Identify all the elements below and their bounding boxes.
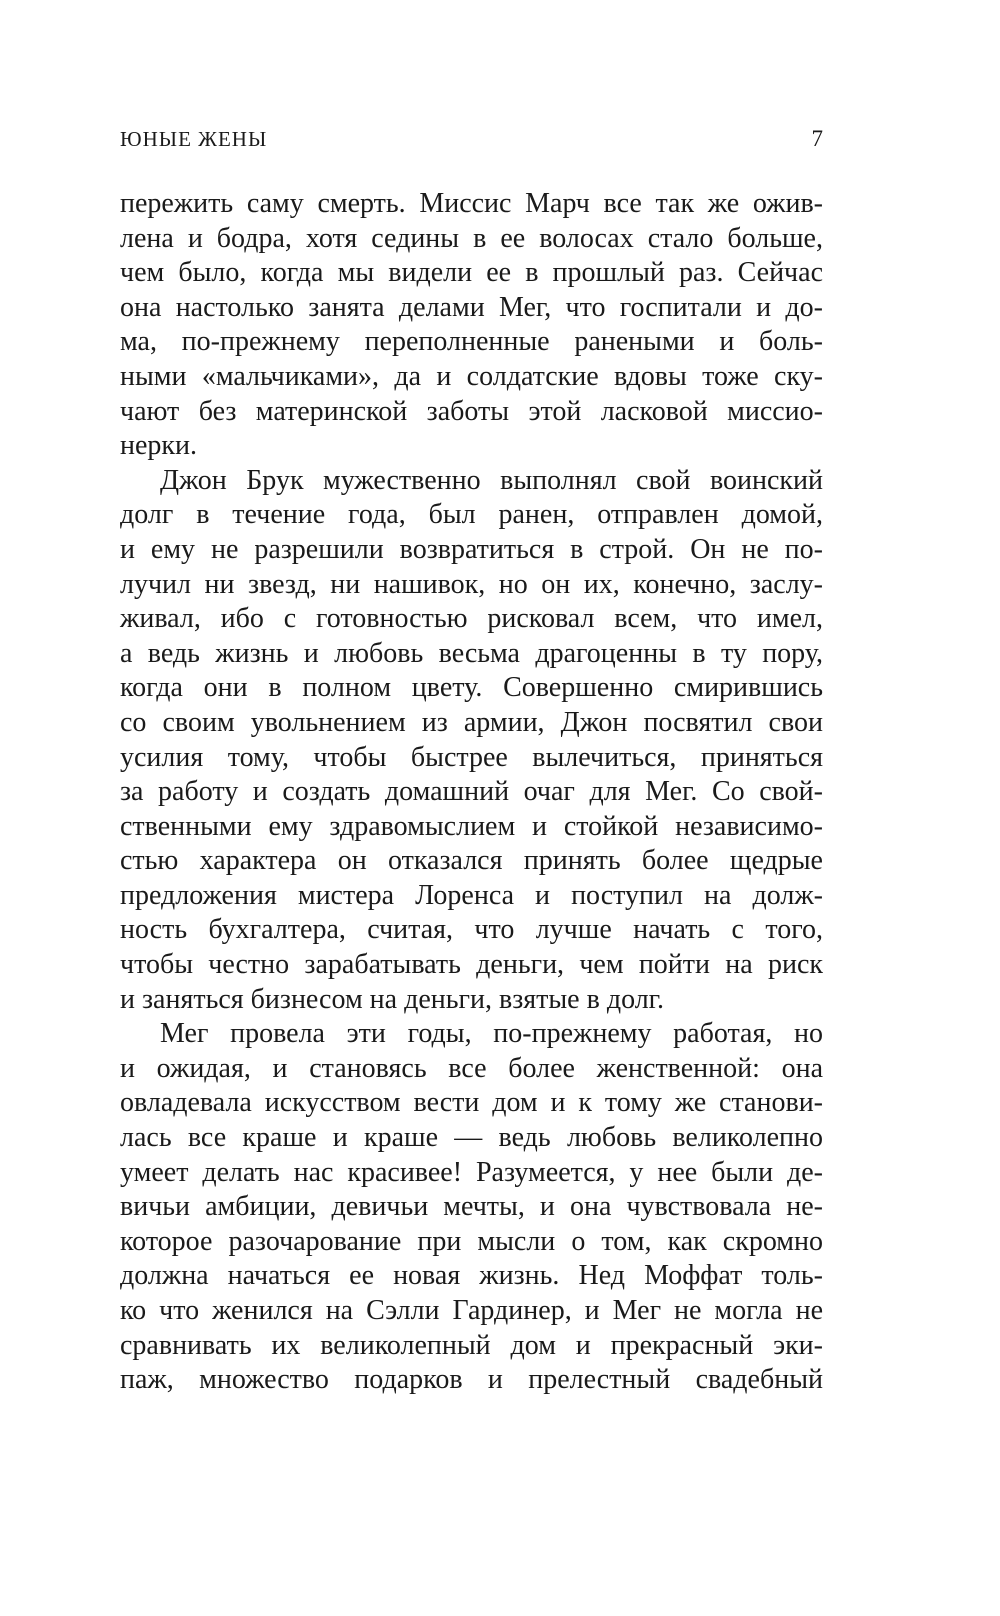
- text-line: пережить саму смерть. Миссис Марч все так же ожив-: [120, 188, 823, 219]
- running-head: [120, 124, 823, 154]
- text-line: и ему не разрешили возвратиться в строй. Он не по-: [120, 533, 823, 565]
- text-line: лась все краше и краше — ведь любовь великолепно: [120, 1122, 823, 1154]
- text-line: ма, по-прежнему переполненные ранеными и боль-: [120, 326, 823, 358]
- body-text: [120, 187, 823, 1398]
- text-line: паж, множество подарков и прелестный свадебный: [120, 1364, 823, 1396]
- text-line: чают без материнской заботы этой ласковой миссио-: [120, 395, 823, 427]
- text-line: стью характера он отказался принять более щедрые: [120, 845, 823, 877]
- text-line: Джон Брук мужественно выполнял свой воинский: [160, 464, 823, 496]
- text-line: сравнивать их великолепный дом и прекрасный эки-: [120, 1329, 823, 1361]
- text-line: должна начаться ее новая жизнь. Нед Моффат толь-: [120, 1260, 823, 1292]
- text-line: нерки.: [120, 430, 197, 462]
- page-number: 7: [811, 126, 823, 151]
- text-line: и заняться бизнесом на деньги, взятые в долг.: [120, 983, 665, 1015]
- text-line: она настолько занята делами Мег, что госпитали и до-: [120, 291, 823, 323]
- text-line: ственными ему здравомыслием и стойкой независимо-: [120, 810, 823, 842]
- text-line: за работу и создать домашний очаг для Мег. Со свой-: [120, 776, 823, 808]
- text-line: Мег провела эти годы, по-прежнему работая, но: [160, 1018, 823, 1050]
- text-line: а ведь жизнь и любовь весьма драгоценны в ту пору,: [120, 637, 823, 669]
- text-line: чем было, когда мы видели ее в прошлый раз. Сейчас: [120, 257, 823, 289]
- running-title: ЮНЫЕ ЖЕНЫ: [120, 127, 268, 151]
- text-line: которое разочарование при мысли о том, как скромно: [120, 1225, 823, 1257]
- text-line: со своим увольнением из армии, Джон посвятил свои: [120, 706, 823, 738]
- text-line: предложения мистера Лоренса и поступил на долж-: [120, 879, 823, 911]
- text-line: умеет делать нас красивее! Разумеется, у нее были де-: [120, 1156, 823, 1188]
- text-line: вичьи амбиции, девичьи мечты, и она чувствовала не-: [120, 1191, 823, 1223]
- text-line: лучил ни звезд, ни нашивок, но он их, конечно, заслу-: [120, 568, 823, 600]
- text-line: живал, ибо с готовностью рисковал всем, что имел,: [120, 603, 823, 635]
- text-line: ко что женился на Сэлли Гардинер, и Мег не могла не: [120, 1295, 823, 1326]
- text-line: овладевала искусством вести дом и к тому же станови-: [120, 1087, 823, 1119]
- text-line: ность бухгалтера, считая, что лучше начать с того,: [120, 914, 823, 946]
- text-line: усилия тому, чтобы быстрее вылечиться, приняться: [120, 741, 823, 773]
- text-line: чтобы честно зарабатывать деньги, чем пойти на риск: [120, 949, 823, 981]
- text-line: когда они в полном цвету. Совершенно смирившись: [120, 672, 823, 704]
- text-line: и ожидая, и становясь все более женственной: она: [120, 1052, 823, 1084]
- text-line: долг в течение года, был ранен, отправлен домой,: [120, 499, 823, 531]
- text-line: лена и бодра, хотя седины в ее волосах стало больше,: [120, 222, 823, 254]
- text-line: ными «мальчиками», да и солдатские вдовы тоже ску-: [120, 360, 823, 392]
